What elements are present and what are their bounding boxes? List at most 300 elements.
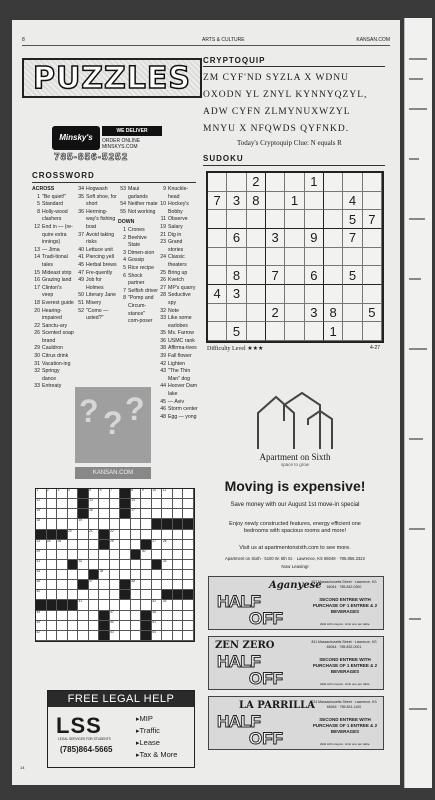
crossword-cell[interactable]: 17 [131,509,142,519]
sudoku-grid[interactable] [206,171,384,343]
crossword-cell[interactable]: 35 [99,570,110,580]
crossword-cell[interactable] [99,590,110,600]
crossword-cell[interactable] [99,499,110,509]
crossword-clue [76,270,118,278]
crossword-cell[interactable] [57,580,68,590]
crossword-cell[interactable] [162,570,173,580]
crossword-cell[interactable] [68,580,79,590]
crossword-cell[interactable] [162,631,173,641]
sudoku-cell[interactable] [266,173,285,192]
crossword-cell[interactable] [89,550,100,560]
sudoku-cell[interactable] [247,248,266,267]
crossword-cell[interactable] [47,590,58,600]
crossword-clue [76,254,118,262]
crossword-cell[interactable]: 1 [36,489,47,499]
crossword-cell[interactable] [183,611,194,621]
crossword-cell[interactable] [162,509,173,519]
crossword-cell[interactable] [68,540,79,550]
crossword-cell[interactable]: 47 [110,611,121,621]
sudoku-cell[interactable] [343,173,362,192]
crossword-cell[interactable] [173,560,184,570]
crossword-cell[interactable] [120,621,131,631]
crossword-cell[interactable] [47,509,58,519]
crossword-cell[interactable]: 23 [36,540,47,550]
restaurant-ad[interactable] [208,576,384,630]
crossword-cell[interactable]: 12 [36,499,47,509]
crossword-cell[interactable] [89,621,100,631]
crossword-cell[interactable] [183,621,194,631]
clue-text: Rice recipe [128,264,154,271]
crossword-cell[interactable] [110,580,121,590]
crossword-cell[interactable]: 49 [36,621,47,631]
crossword-cell[interactable] [78,530,89,540]
crossword-cell[interactable] [152,509,163,519]
crossword-cell[interactable] [173,600,184,610]
crossword-cell[interactable] [173,540,184,550]
crossword-cell[interactable]: 5 [89,489,100,499]
crossword-cell[interactable]: 33 [162,560,173,570]
crossword-cell[interactable]: 4 [68,489,79,499]
sudoku-cell[interactable]: 4 [343,192,362,211]
crossword-grid[interactable] [35,488,195,642]
crossword-cell[interactable] [183,600,194,610]
crossword-cell[interactable] [120,570,131,580]
crossword-cell[interactable] [57,499,68,509]
crossword-black-cell [99,631,110,641]
crossword-cell[interactable] [47,519,58,529]
crossword-cell[interactable] [141,590,152,600]
sudoku-cell[interactable] [363,173,382,192]
crossword-cell[interactable] [173,621,184,631]
crossword-cell[interactable] [47,580,58,590]
crossword-cell[interactable] [110,499,121,509]
crossword-cell[interactable] [152,499,163,509]
crossword-cell[interactable] [57,631,68,641]
crossword-cell[interactable] [68,631,79,641]
sudoku-cell[interactable] [266,248,285,267]
crossword-cell[interactable] [78,621,89,631]
sudoku-cell[interactable] [324,192,343,211]
crossword-cell[interactable]: 20 [68,530,79,540]
crossword-cell[interactable] [183,570,194,580]
restaurant-ad[interactable] [208,636,384,690]
crossword-cell[interactable] [57,611,68,621]
clue-number: 35 [78,193,84,200]
crossword-cell[interactable] [141,519,152,529]
crossword-cell[interactable] [162,621,173,631]
sudoku-cell[interactable] [343,304,362,323]
crossword-clue [76,308,118,323]
crossword-cell[interactable] [131,540,142,550]
clue-text: Avoid taking risks [86,231,115,246]
crossword-cell[interactable] [141,600,152,610]
crossword-cell[interactable] [99,580,110,590]
we-deliver-label: WE DELIVER [102,126,162,136]
crossword-cell[interactable] [183,499,194,509]
crossword-cell[interactable]: 37 [89,580,100,590]
clue-number: 35 [160,330,166,337]
crossword-cell[interactable] [183,540,194,550]
crossword-cell[interactable] [110,590,121,600]
crossword-cell[interactable] [110,519,121,529]
crossword-cell[interactable]: 50 [110,621,121,631]
crossword-cell[interactable] [120,519,131,529]
sudoku-cell[interactable] [285,285,304,304]
clue-text: End in — (re-quire extra innings) [42,223,73,246]
crossword-clue [158,254,198,269]
crossword-clue [32,254,74,269]
sudoku-cell[interactable] [227,173,246,192]
crossword-cell[interactable] [162,499,173,509]
offer-details: SECOND ENTREE WITH PURCHASE OF 1 ENTREE & 2 BEVERAGES [312,717,378,734]
sudoku-cell[interactable] [266,322,285,341]
sudoku-cell[interactable] [247,322,266,341]
half-label: HALF [217,592,261,611]
crossword-cell[interactable]: 18 [36,519,47,529]
crossword-cell[interactable] [78,611,89,621]
restaurant-address: 811 Massachusetts Street · Lawrence, KS 66044 · 785-832-0001 [311,640,377,649]
crossword-cell[interactable]: 19 [78,519,89,529]
crossword-cell[interactable] [152,580,163,590]
crossword-cell[interactable]: 21 [89,530,100,540]
crossword-cell[interactable] [110,509,121,519]
crossword-cell[interactable] [57,621,68,631]
crossword-cell[interactable] [68,611,79,621]
crossword-cell[interactable] [47,570,58,580]
crossword-cell[interactable]: 30 [141,550,152,560]
crossword-cell[interactable] [68,570,79,580]
sudoku-cell[interactable] [208,266,227,285]
crossword-cell[interactable] [99,509,110,519]
crossword-cell[interactable] [183,509,194,519]
clue-text: Piercing yell [86,254,114,261]
crossword-cell[interactable]: 14 [131,499,142,509]
sudoku-cell[interactable]: 6 [305,266,324,285]
crossword-cell[interactable]: 52 [36,631,47,641]
crossword-cell[interactable] [141,560,152,570]
sudoku-cell[interactable] [247,304,266,323]
crossword-clue [158,270,198,278]
crossword-cell[interactable]: 42 [152,600,163,610]
crossword-cell[interactable]: 2 [47,489,58,499]
sudoku-cell[interactable] [324,266,343,285]
crossword-cell[interactable] [173,489,184,499]
crossword-cell[interactable]: 36 [36,580,47,590]
crossword-cell[interactable] [89,611,100,621]
sudoku-cell[interactable] [208,248,227,267]
sudoku-cell[interactable]: 3 [227,192,246,211]
sudoku-cell[interactable] [305,192,324,211]
crossword-cell[interactable]: 27 [152,540,163,550]
sudoku-cell[interactable] [324,248,343,267]
crossword-cell[interactable] [131,621,142,631]
crossword-cell[interactable] [120,600,131,610]
sudoku-cell[interactable]: 9 [305,229,324,248]
crossword-cell[interactable] [141,499,152,509]
crossword-cell[interactable] [99,550,110,560]
crossword-cell[interactable] [110,550,121,560]
sudoku-cell[interactable]: 3 [227,285,246,304]
restaurant-address: 724 Massachusetts Street · Lawrence, KS 66044 · 785-841-1100 [311,700,377,709]
crossword-clue [158,224,198,232]
crossword-cell[interactable] [120,550,131,560]
crossword-cell[interactable] [68,621,79,631]
crossword-cell[interactable] [89,590,100,600]
sudoku-cell[interactable] [285,173,304,192]
crossword-cell[interactable] [183,550,194,560]
sudoku-cell[interactable] [208,229,227,248]
crossword-cell[interactable]: 41 [78,600,89,610]
crossword-cell[interactable]: 53 [110,631,121,641]
clue-text: Seductive spy [168,292,191,306]
sudoku-cell[interactable] [208,304,227,323]
crossword-cell[interactable] [131,600,142,610]
sudoku-cell[interactable] [305,285,324,304]
sudoku-cell[interactable] [324,285,343,304]
crossword-cell[interactable] [131,611,142,621]
sudoku-cell[interactable]: 7 [363,210,382,229]
crossword-cell[interactable] [57,519,68,529]
sudoku-cell[interactable] [285,248,304,267]
crossword-cell[interactable] [89,560,100,570]
sudoku-cell[interactable] [247,229,266,248]
crossword-cell[interactable]: 11 [162,489,173,499]
sudoku-cell[interactable] [343,285,362,304]
crossword-cell[interactable] [68,590,79,600]
sudoku-cell[interactable]: 1 [285,192,304,211]
crossword-cell[interactable] [120,540,131,550]
legal-help-ad[interactable] [47,690,195,768]
crossword-cell[interactable] [183,631,194,641]
sudoku-cell[interactable] [363,248,382,267]
sudoku-cell[interactable]: 3 [266,229,285,248]
crossword-cell[interactable] [57,570,68,580]
crossword-cell[interactable]: 34 [36,570,47,580]
crossword-cell[interactable] [173,509,184,519]
crossword-cell[interactable] [89,540,100,550]
crossword-cell[interactable] [47,631,58,641]
sudoku-cell[interactable] [208,322,227,341]
crossword-cell[interactable] [89,519,100,529]
sudoku-cell[interactable] [324,173,343,192]
crossword-cell[interactable] [152,570,163,580]
sudoku-cell[interactable]: 8 [324,304,343,323]
sudoku-cell[interactable] [324,210,343,229]
sudoku-cell[interactable] [247,266,266,285]
sudoku-cell[interactable] [208,173,227,192]
crossword-cell[interactable]: 48 [152,611,163,621]
crossword-cell[interactable]: 29 [36,550,47,560]
crossword-cell[interactable]: 38 [131,580,142,590]
sudoku-cell[interactable]: 6 [227,229,246,248]
crossword-cell[interactable] [99,519,110,529]
sudoku-cell[interactable] [343,248,362,267]
crossword-cell[interactable] [183,489,194,499]
crossword-cell[interactable] [183,560,194,570]
crossword-cell[interactable]: 3 [57,489,68,499]
crossword-cell[interactable] [152,550,163,560]
crossword-cell[interactable] [173,580,184,590]
crossword-cell[interactable] [141,570,152,580]
crossword-cell[interactable] [110,560,121,570]
crossword-cell[interactable] [162,580,173,590]
crossword-cell[interactable]: 15 [36,509,47,519]
crossword-clue [32,368,74,383]
crossword-cell[interactable] [131,590,142,600]
crossword-cell[interactable]: 24 [47,540,58,550]
crossword-cell[interactable] [131,560,142,570]
crossword-cell[interactable] [183,580,194,590]
crossword-cell[interactable] [78,631,89,641]
clue-number: 34 [78,186,84,192]
crossword-cell[interactable] [131,530,142,540]
sudoku-cell[interactable]: 7 [343,229,362,248]
crossword-cell[interactable] [99,600,110,610]
sudoku-cell[interactable]: 7 [266,266,285,285]
sudoku-cell[interactable]: 7 [208,192,227,211]
crossword-cell[interactable] [120,611,131,621]
crossword-cell[interactable] [78,570,89,580]
crossword-cell[interactable] [120,560,131,570]
sudoku-cell[interactable] [285,210,304,229]
crossword-cell[interactable]: 45 [36,611,47,621]
clues-col-3 [118,186,158,326]
crossword-cell[interactable] [57,590,68,600]
crossword-cell[interactable]: 51 [152,621,163,631]
sudoku-cell[interactable] [285,266,304,285]
crossword-cell[interactable] [173,550,184,560]
sudoku-cell[interactable]: 5 [343,266,362,285]
clue-number: 21 [160,231,166,238]
crossword-cell[interactable]: 43 [162,600,173,610]
crossword-cell[interactable]: 10 [152,489,163,499]
apartment-visit[interactable]: Visit us at apartmentonsixth.com to see more. [239,545,351,551]
crossword-cell[interactable] [141,509,152,519]
sudoku-cell[interactable]: 8 [227,266,246,285]
sudoku-cell[interactable] [266,210,285,229]
crossword-cell[interactable] [47,611,58,621]
crossword-cell[interactable] [120,530,131,540]
crossword-cell[interactable] [173,499,184,509]
sudoku-cell[interactable] [247,285,266,304]
crossword-cell[interactable] [141,580,152,590]
crossword-cell[interactable] [57,550,68,560]
crossword-cell[interactable]: 54 [152,631,163,641]
crossword-cell[interactable] [47,621,58,631]
crossword-cell[interactable] [47,499,58,509]
sudoku-cell[interactable] [227,248,246,267]
restaurant-ad[interactable] [208,696,384,750]
sudoku-cell[interactable] [305,322,324,341]
crossword-black-cell [120,509,131,519]
crossword-cell[interactable] [78,540,89,550]
minskys-ad[interactable] [52,126,164,164]
sudoku-cell[interactable]: 2 [266,304,285,323]
crossword-cell[interactable]: 28 [162,540,173,550]
sudoku-cell[interactable]: 3 [305,304,324,323]
sudoku-cell[interactable]: 1 [305,173,324,192]
crossword-cell[interactable] [68,499,79,509]
sudoku-cell[interactable]: 4 [208,285,227,304]
crossword-cell[interactable] [110,570,121,580]
cryptoquip-heading: CRYPTOQUIP [203,56,266,65]
crossword-cell[interactable]: 9 [141,489,152,499]
crossword-cell[interactable] [173,530,184,540]
sudoku-cell[interactable]: 5 [343,210,362,229]
sudoku-cell[interactable]: 2 [247,173,266,192]
crossword-cell[interactable] [57,560,68,570]
crossword-cell[interactable]: 13 [89,499,100,509]
sudoku-cell[interactable] [266,192,285,211]
sudoku-cell[interactable] [247,210,266,229]
crossword-cell[interactable]: 26 [110,540,121,550]
crossword-cell[interactable]: 40 [36,590,47,600]
crossword-cell[interactable]: 22 [110,530,121,540]
sudoku-cell[interactable] [227,210,246,229]
crossword-clue [76,194,118,209]
crossword-cell[interactable] [141,530,152,540]
sudoku-cell[interactable]: 5 [227,322,246,341]
crossword-cell[interactable]: 16 [89,509,100,519]
sudoku-cell[interactable]: 1 [324,322,343,341]
crossword-cell[interactable]: 8 [131,489,142,499]
sudoku-cell[interactable] [285,229,304,248]
sudoku-cell[interactable] [324,229,343,248]
crossword-cell[interactable] [120,631,131,641]
crossword-cell[interactable] [131,631,142,641]
crossword-cell[interactable] [57,509,68,519]
sudoku-cell[interactable]: 5 [363,304,382,323]
sudoku-cell[interactable] [343,322,362,341]
sudoku-cell[interactable] [227,304,246,323]
sudoku-cell[interactable] [266,285,285,304]
crossword-cell[interactable] [89,600,100,610]
crossword-cell[interactable] [183,530,194,540]
sudoku-cell[interactable] [363,192,382,211]
clue-text: USMC rank [168,337,195,344]
sudoku-cell[interactable]: 8 [247,192,266,211]
clue-text: Lettuce unit [86,246,113,253]
sudoku-cell[interactable] [305,210,324,229]
crossword-clue [32,345,74,353]
crossword-cell[interactable]: 6 [99,489,110,499]
sudoku-cell[interactable] [363,266,382,285]
sudoku-cell[interactable] [363,322,382,341]
crossword-cell[interactable]: 25 [57,540,68,550]
crossword-cell[interactable] [173,611,184,621]
crossword-cell[interactable] [47,560,58,570]
crossword-cell[interactable] [173,570,184,580]
crossword-cell[interactable]: 32 [78,560,89,570]
crossword-cell[interactable] [68,509,79,519]
off-label: OFF [249,669,283,688]
crossword-cell[interactable] [68,550,79,560]
crossword-cell[interactable] [68,519,79,529]
crossword-cell[interactable] [131,519,142,529]
crossword-cell[interactable]: 31 [36,560,47,570]
sudoku-cell[interactable] [285,322,304,341]
sudoku-cell[interactable] [208,210,227,229]
crossword-cell[interactable] [173,631,184,641]
sudoku-cell[interactable] [363,229,382,248]
sudoku-cell[interactable] [363,285,382,304]
crossword-cell[interactable] [162,611,173,621]
crossword-cell[interactable] [47,550,58,560]
crossword-cell[interactable]: 7 [110,489,121,499]
sudoku-cell[interactable] [305,248,324,267]
sudoku-cell[interactable] [285,304,304,323]
crossword-cell[interactable] [89,631,100,641]
